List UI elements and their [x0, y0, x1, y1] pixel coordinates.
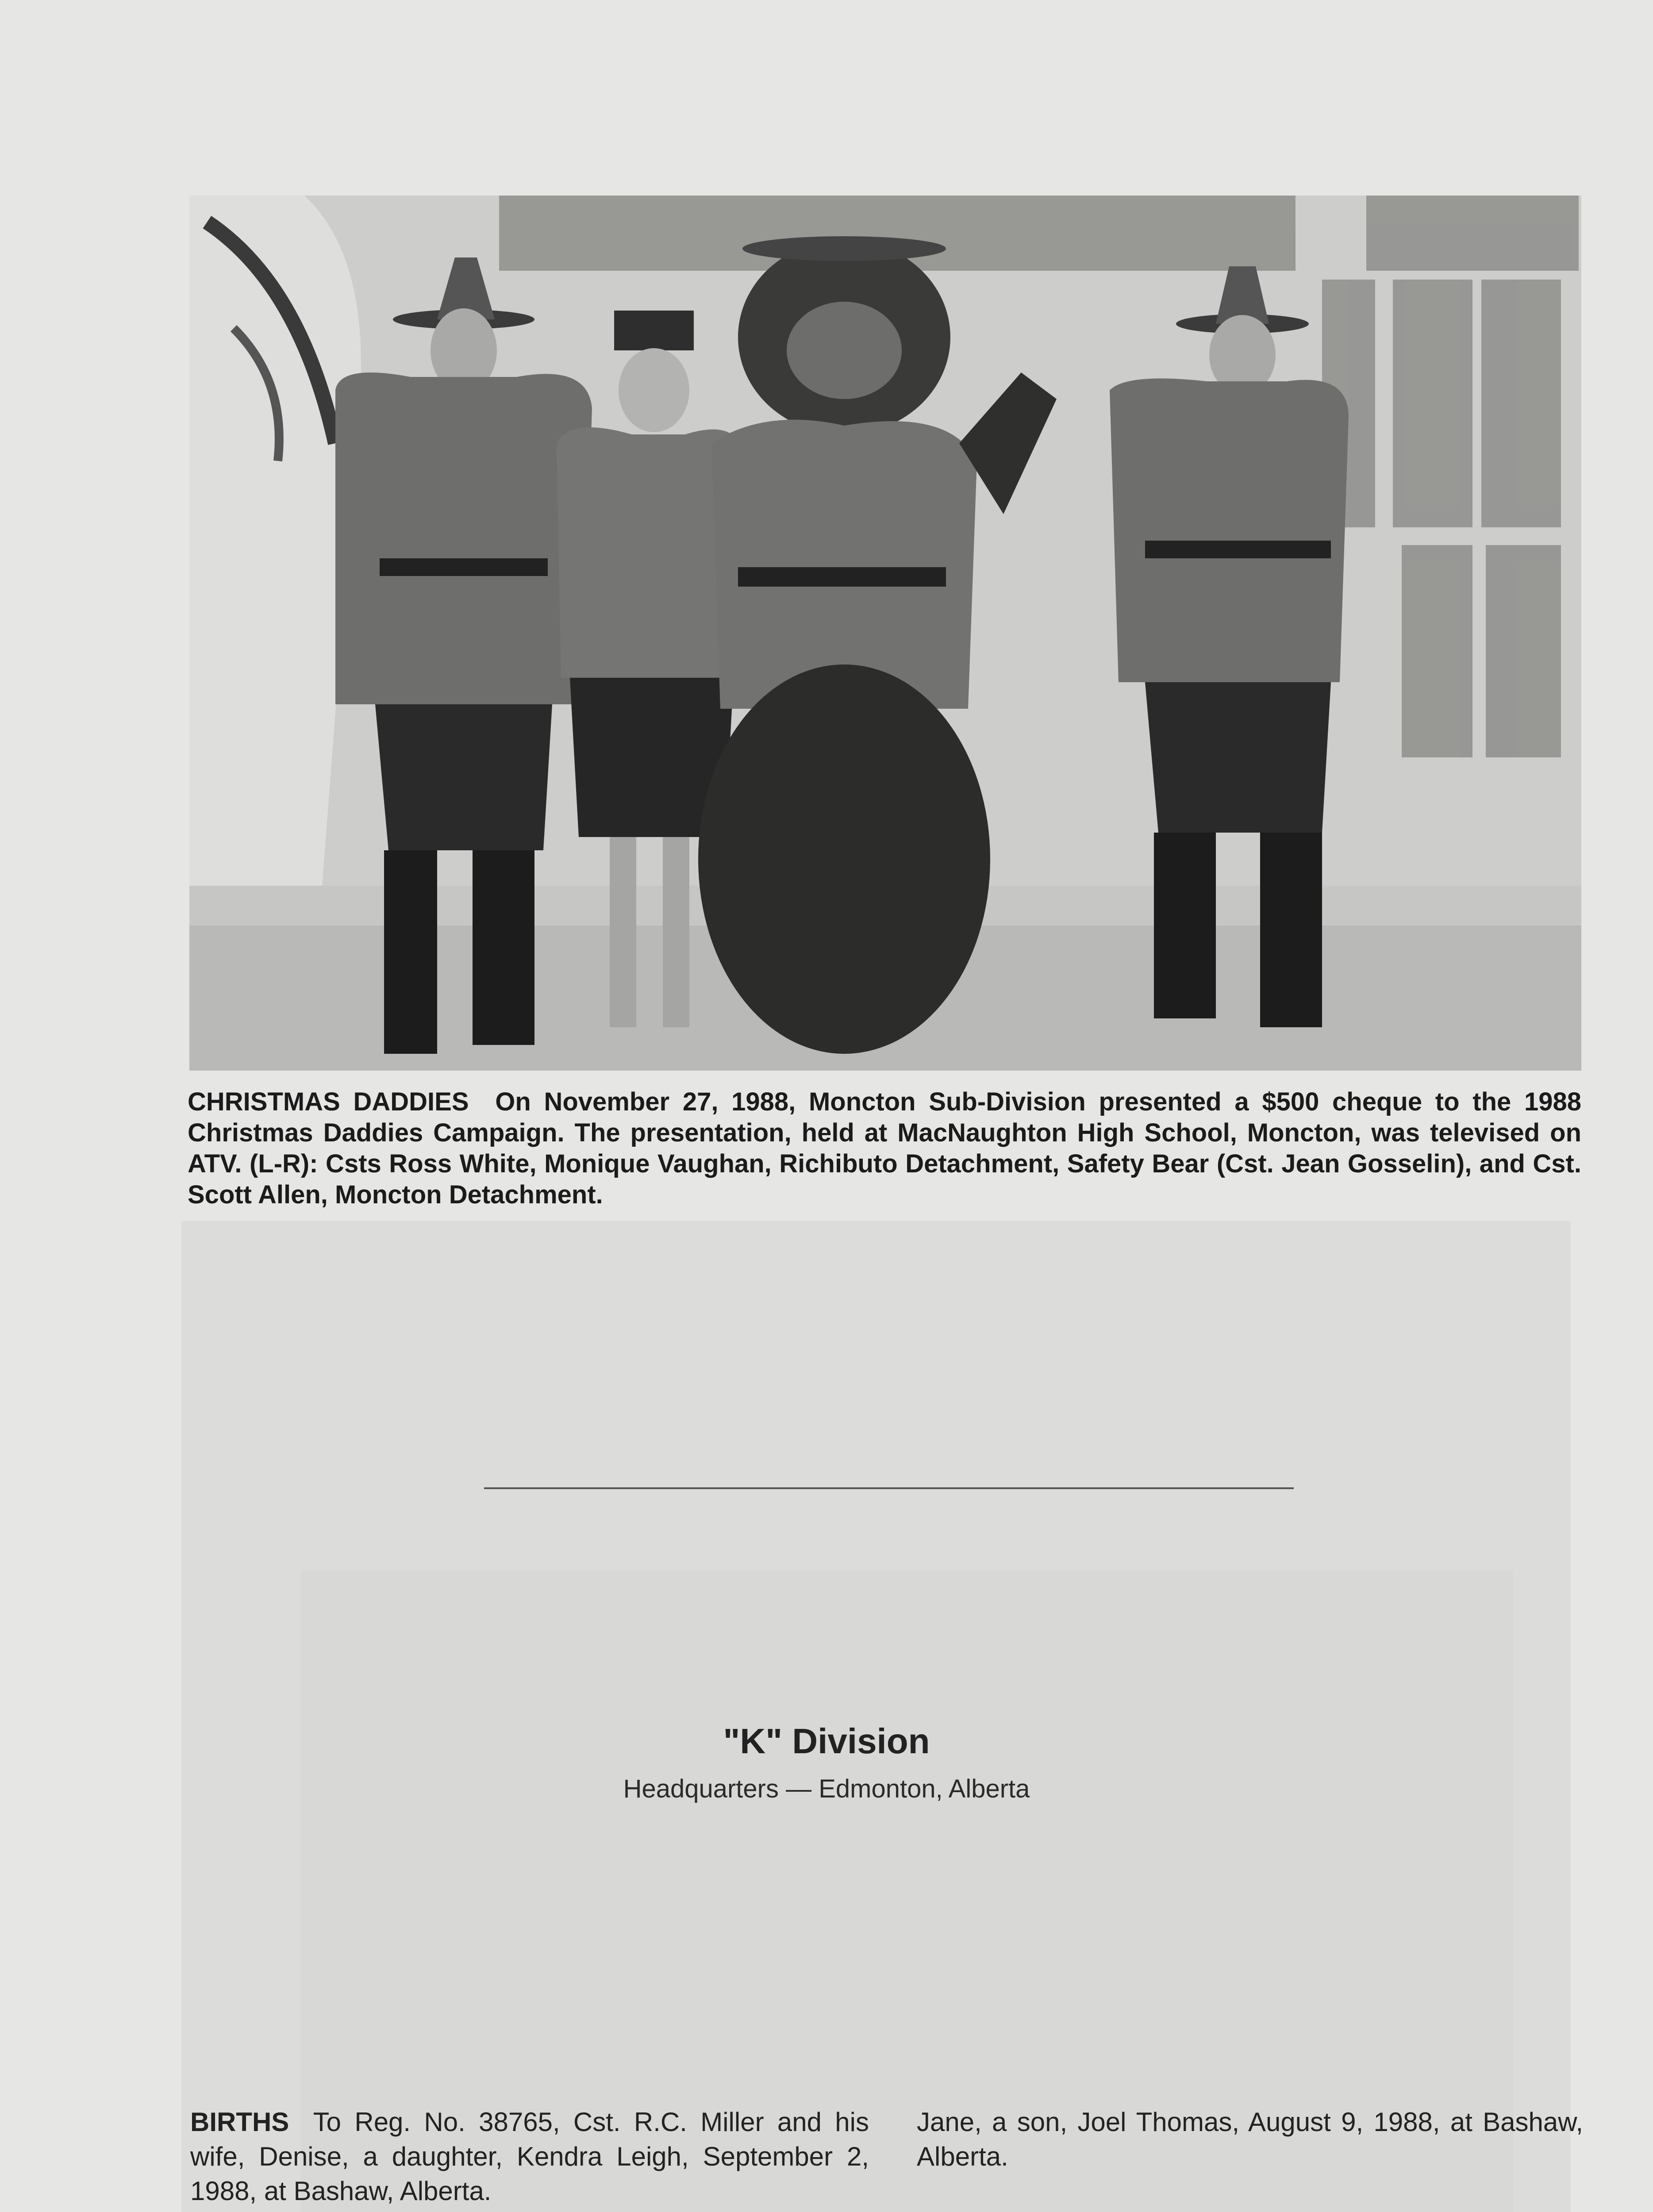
- births-entry-1-text: To Reg. No. 38765, Cst. R.C. Miller and his wife, Denise, a daughter, Kendra Leigh, September 2, 1988, at Bashaw, Alberta.: [190, 2107, 869, 2206]
- births-entry-2-end: Jane, a son, Joel Thomas, August 9, 1988, at Bashaw, Alberta.: [917, 2107, 1583, 2171]
- caption-lead: CHRISTMAS DADDIES: [188, 1087, 469, 1116]
- photo-christmas-daddies: [189, 196, 1581, 1071]
- section-divider: [484, 1487, 1294, 1489]
- births-heading: BIRTHS: [190, 2107, 289, 2137]
- births-entry-1: [190, 2105, 869, 2208]
- photo-illustration: [189, 196, 1581, 1071]
- division-subtitle: Headquarters — Edmonton, Alberta: [623, 1774, 1030, 1803]
- division-title: "K" Division: [723, 1721, 930, 1761]
- caption-body: On November 27, 1988, Moncton Sub-Division presented a $500 cheque to the 1988 Christmas Daddies Campaign. The presentation, held at MacNaughton High School, Moncton, was televised on ATV. (L-R): Csts Ross White, Monique Vaughan, Richibuto Detachment, Safety Bear (Cst. Jean Gosselin), and Cst. Scott Allen, Moncton Detachment.: [188, 1087, 1581, 1209]
- photo-caption: [188, 1087, 1581, 1210]
